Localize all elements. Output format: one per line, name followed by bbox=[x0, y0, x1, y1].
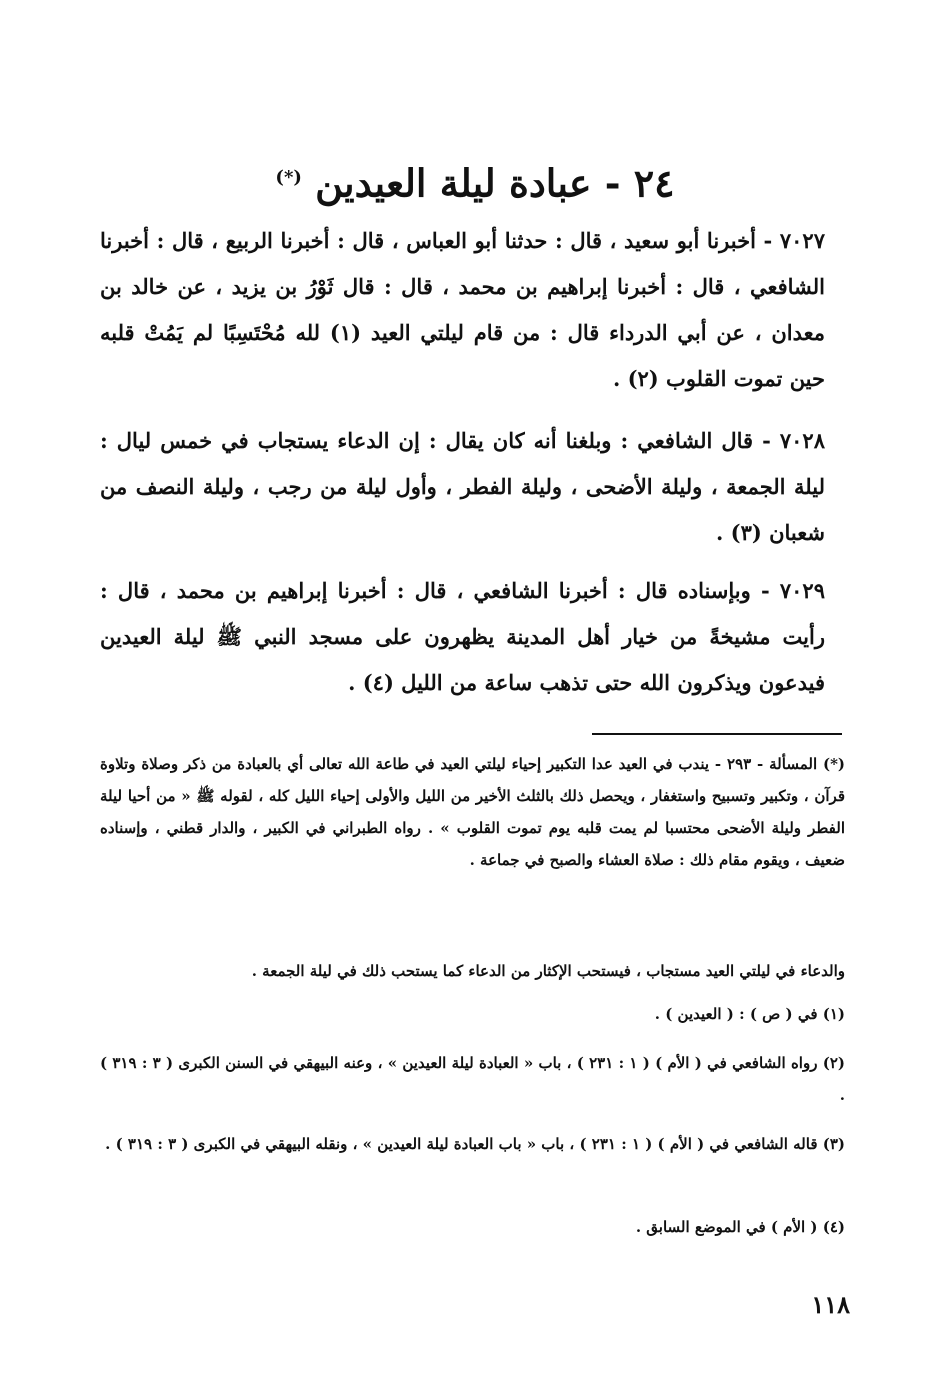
footnote-1: (١) في ( ص ) : ( العيدين ) . bbox=[654, 1005, 845, 1023]
chapter-title bbox=[150, 148, 800, 214]
footnote-star-continued: والدعاء في ليلتي العيد مستجاب ، فيستحب الإكثار من الدعاء كما يستحب ذلك في ليلة الجمعة . bbox=[251, 962, 845, 980]
chapter-title-footnote-mark: (*) bbox=[275, 167, 302, 188]
footnote-3: (٣) قاله الشافعي في ( الأم ) ( ١ : ٢٣١ ) ، باب « باب العبادة ليلة العيدين » ، ونقله البيهقي في الكبرى ( ٣ : ٣١٩ ) . bbox=[105, 1135, 845, 1153]
footnote-4: (٤) ( الأم ) في الموضع السابق . bbox=[635, 1218, 845, 1236]
chapter-title-text: ٢٤ - عبادة ليلة العيدين bbox=[315, 160, 675, 206]
hadith-7027: ٧٠٢٧ - أخبرنا أبو سعيد ، قال : حدثنا أبو العباس ، قال : أخبرنا الربيع ، قال : أخبرنا الشافعي ، قال : أخبرنا إبراهيم بن محمد ، قال : قال ثَوْرُ بن يزيد ، عن خالد بن معدان ، عن أبي الدرداء قال : من قام ليلتي العيد (١) لله مُحْتَسِبًا لم يَمُتْ قلبه حين تموت القلوب (٢) . bbox=[100, 228, 825, 391]
hadith-7028: ٧٠٢٨ - قال الشافعي : وبلغنا أنه كان يقال : إن الدعاء يستجاب في خمس ليال : ليلة الجمعة ، وليلة الأضحى ، وليلة الفطر ، وأول ليلة من رجب ، وليلة النصف من شعبان (٣) . bbox=[100, 428, 825, 545]
hadith-7029: ٧٠٢٩ - وبإسناده قال : أخبرنا الشافعي ، قال : أخبرنا إبراهيم بن محمد ، قال : رأيت مشيخةً من خيار أهل المدينة يظهرون على مسجد النبي ﷺ ليلة العيدين فيدعون ويذكرون الله حتى تذهب ساعة من الليل (٤) . bbox=[100, 578, 825, 695]
page-number: ١١٨ bbox=[811, 1290, 850, 1319]
footnote-separator bbox=[592, 733, 842, 735]
footnote-star: (*) المسألة - ٢٩٣ - يندب في العيد عدا التكبير إحياء ليلتي العيد في طاعة الله تعالى أي بالعبادة من ذكر وصلاة وتلاوة قرآن ، وتكبير وتسبيح واستغفار ، ويحصل ذلك بالثلث الأخير من الليل والأولى إحياء الليل كله ، لقوله ﷺ « من أحيا ليلة الفطر وليلة الأضحى محتسبا لم يمت قلبه يوم تموت القلوب » . رواه الطبراني في الكبير ، والدار قطني ، وإسناده ضعيف ، ويقوم مقام ذلك : صلاة العشاء والصبح في جماعة . bbox=[100, 755, 846, 869]
footnote-2: (٢) رواه الشافعي في ( الأم ) ( ١ : ٢٣١ ) ، باب « العبادة ليلة العيدين » ، وعنه البيهقي في السنن الكبرى ( ٣ : ٣١٩ ) . bbox=[100, 1054, 845, 1104]
